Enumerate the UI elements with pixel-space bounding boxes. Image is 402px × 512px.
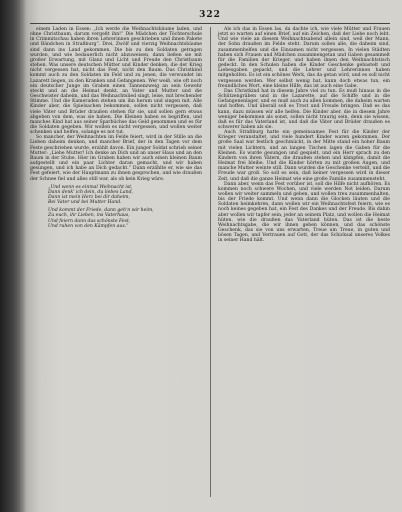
column-divider (210, 27, 211, 497)
page-number: 322 (199, 10, 221, 20)
right-column (218, 27, 390, 244)
left-paragraph-1: einem Laden in Essen: „Ich werde die Weihnachtsbäume laden, und ohne Christbaum, darum vergeßt ihn!“ Die Mädchen der Töchterschule in Crimmitschau haben ihren Lehrerinnen geschrieben und ihnen Pakete und Bändchen in Straßburg“. Drei, Zwölf und vierzig Weihnachtsbäume sind dann ins Land gekommen. Die bis zu den Soldaten getragen wurden, und wie bedauerlich nicht abzuweisen, dann ließen sie mit großer Erwartung, mit Glanz und Licht und Freude den Christbaum stehen. Was unsere deutschen Mütter und Kinder denken, die der Krieg nicht vergessen hat, nicht das Fest, nicht den Baum. Das Christkind kommt auch zu den Soldaten im Feld und zu jenen, die verwundet im Lazarett liegen, zu den Kranken und Gefangenen. Wer weiß, wie oft noch ein deutscher Junge im Graben einen Tannenzweig an sein Gewehr steckt und an die Heimat denkt, an Vater und Mutter und die Geschwister daheim, und das Weihnachtslied singt, leise, mit brechender Stimme. Und die Kameraden stehen um ihn herum und singen mit. Alle Kinder aber, die Spielsachen bekommen, sollen nicht vergessen, daß viele Väter und Brüder draußen stehen für sie, und sollen gern etwas abgeben von dem, was sie haben. Die Kleinen haben es begriffen, und manches Kind hat aus seiner Sparbüchse das Geld genommen und es für die Soldaten gegeben. Wir wollen es nicht vergessen, und wollen weiter schenken und helfen, solange es not tut. (30, 27, 202, 136)
poem-line: Und ruhen von den Kämpfen aus.“ (48, 223, 129, 229)
poem-line: Und kommt der Friede, dann geh'n wir heim, (48, 208, 154, 214)
poem-line: Dann denk' ich dein, du liebes Land, (48, 189, 134, 195)
header-rule (30, 23, 390, 24)
right-paragraph-2: Das Christkind hat in diesem Jahre viel zu tun. Es muß hinaus in die Schützengräben und in die Lazarette, auf die Schiffe und in die Gefangenenlager, und es muß auch zu allen kommen, die daheim warten und hoffen. Und überall soll es Trost und Freude bringen. Daß es das kann, dazu müssen wir alle helfen. Die Kinder aber, die in diesem Jahre weniger bekommen als sonst, sollen nicht traurig sein, denn sie wissen, daß es für das Vaterland ist, und daß die Väter und Brüder draußen es schwerer haben als sie. (218, 88, 390, 130)
right-paragraph-1: Als ich das in Essen las, da dachte ich, wie viele Mütter und Frauen jetzt so warten auf einen Brief, auf ein Zeichen, daß der Liebe noch lebt. Und wie viele an diesem Weihnachtsabend allein sind, weil der Mann, der Sohn draußen im Felde steht. Darum sollen alle, die daheim sind, zusammenhelfen und die Einsamen nicht vergessen. In vielen Städten haben sich Frauen und Mädchen zusammengetan und Gaben gesammelt für die Familien der Krieger, und haben ihnen den Weihnachtstisch gedeckt. In den Schulen haben die Kinder Geschenke gebastelt und Liebesgaben gepackt, und die Lehrer und Lehrerinnen haben mitgeholfen. Es ist ein schönes Werk, das da getan wird, und es soll nicht vergessen werden. Wer selbst wenig hat, kann doch etwas tun, ein freundliches Wort, eine kleine Hilfe, das ist auch eine Gabe. (218, 27, 390, 89)
book-page (30, 10, 390, 502)
poem-line: Dann ist mein Herz bei dir daheim, (48, 195, 130, 200)
left-paragraph-2: So mancher, der Weihnachten im Felde feiert, wird in der Stille an die Lieben daheim denken, und mancher Brief, der in den Tagen vor dem Feste geschrieben wurde, erzählt davon. Ein junger Soldat schrieb seiner Mutter: „Liebe Mutter! Ich denke an Dich und an unser Haus und an den Baum in der Stube. Hier im Graben haben wir auch einen kleinen Baum aufgestellt und ein paar Lichter daran gemacht, und wir haben gesungen, und ich habe an Dich gedacht.“ Dann erzählte er, wie sie das Fest gefeiert, wie der Hauptmann zu ihnen gesprochen, und wie draußen der Schnee fiel und alles still war, als ob kein Krieg wäre. (30, 135, 202, 182)
left-column (30, 27, 202, 232)
poem-line: Und feiern dann das schönste Fest, (48, 218, 131, 224)
poem-line: Zu euch, ihr Lieben, ins Vaterhaus, (48, 213, 130, 219)
right-paragraph-3: Auch Straßburg hatte ein gemeinsames Fest für die Kinder der Krieger veranstaltet, und viele hundert Kinder waren gekommen. Der große Saal war festlich geschmückt, in der Mitte stand ein hoher Baum mit vielen Lichtern, und an langen Tischen lagen die Gaben für die Kleinen. Es wurde gesungen und gespielt, und ein Herr sprach zu den Kindern von ihren Vätern, die draußen stehen und kämpfen, damit die Heimat frei bleibe. Und die Kinder hörten zu mit großen Augen, und manche Mutter weinte still. Dann wurden die Geschenke verteilt, und die Freude war groß. So soll es sein, daß keiner vergessen wird in dieser Zeit, und daß die ganze Heimat wie eine große Familie zusammensteht. (218, 130, 390, 182)
right-paragraph-4: Dann aber, wenn das Fest vorüber ist, soll die Hilfe nicht aufhören. Es kommen noch schwere Wochen, und viele werden Not leiden. Darum wollen wir weiter sammeln und geben, und wollen treu zusammenhalten, bis der Friede kommt. Und wenn dann die Glocken läuten und die Soldaten heimkehren, dann wollen wir ein Weihnachtsfest feiern, wie es noch keines gegeben hat, ein Fest des Dankes und der Freude. Bis dahin aber wollen wir tapfer sein, jeder an seinem Platz, und wollen die Heimat hüten, wie die draußen das Vaterland hüten. Das ist die beste Weihnachtsgabe, die wir ihnen geben können, und das schönste Geschenk, das sie von uns erwarten, Treue um Treue, in guten und bösen Tagen, und Vertrauen auf Gott, der das Schicksal unseres Volkes in seiner Hand hält. (218, 181, 390, 244)
poem-line: „Und wenn es einmal Weihnacht ist, (48, 184, 133, 190)
poem-block (48, 185, 202, 229)
book-binding-shadow (0, 0, 26, 512)
poem-line: Bei Vater und bei Mutter Hand. (48, 200, 122, 206)
